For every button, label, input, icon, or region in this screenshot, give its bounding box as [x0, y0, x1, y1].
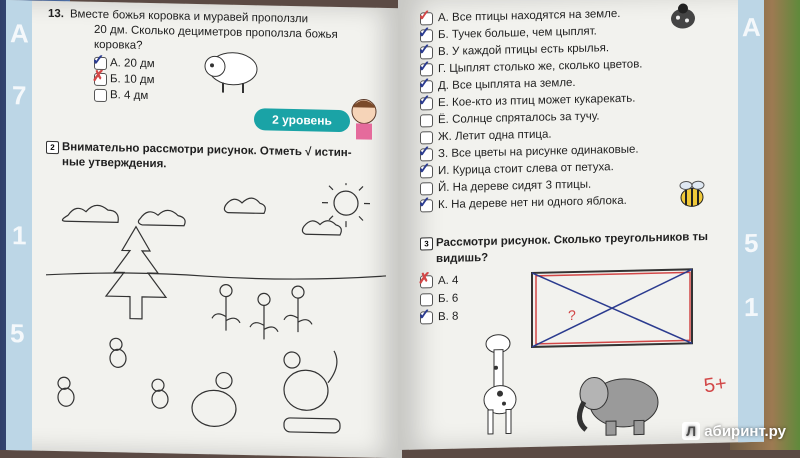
check-mark-icon: ✓: [418, 306, 431, 324]
hen-icon: [192, 372, 236, 427]
margin-digit: 5: [10, 318, 25, 349]
left-margin-strip: [6, 0, 32, 451]
margin-digit: 5: [744, 227, 759, 259]
cloud-icon: [224, 198, 265, 214]
statement-text: Б. Тучек больше, чем цыплят.: [438, 25, 597, 42]
task-3-text: Рассмотри рисунок. Сколько треугольников ты: [436, 230, 708, 250]
statement-text: К. На дереве нет ни одного яблока.: [438, 194, 627, 212]
chick-icon: [58, 377, 74, 406]
giraffe-illustration: [472, 327, 530, 438]
task-3-text: видишь?: [436, 251, 489, 266]
task-2-text: ные утверждения.: [62, 156, 167, 171]
check-mark-icon: ✓: [92, 51, 105, 70]
task-2-text: Внимательно рассмотри рисунок. Отметь √ истин-: [62, 141, 352, 160]
grade-mark: 5+: [702, 372, 729, 398]
answer-option: Б. 10 дм: [110, 73, 155, 87]
check-mark-icon: ✓: [418, 160, 431, 178]
task-number-box: 3: [420, 237, 433, 250]
statement-text: З. Все цветы на рисунке одинаковые.: [438, 143, 639, 161]
left-page: [6, 0, 402, 458]
right-margin-strip: [738, 0, 764, 442]
answer-checkbox[interactable]: [94, 89, 107, 102]
statement-text: И. Курица стоит слева от петуха.: [438, 161, 614, 178]
chick-icon: [152, 379, 168, 408]
task-number-box: 2: [46, 141, 59, 154]
margin-digit: 7: [12, 80, 27, 111]
sun-icon: [334, 191, 358, 216]
margin-digit: 1: [12, 220, 27, 251]
cloud-icon: [62, 205, 118, 223]
chick-icon: [110, 338, 126, 367]
bee-illustration: [674, 179, 710, 212]
statement-text: Е. Кое-кто из птиц может кукарекать.: [438, 92, 636, 110]
statement-text: Й. На дереве сидят 3 птицы.: [438, 178, 592, 195]
answer-option: В. 8: [438, 310, 459, 324]
check-mark-icon: ✓: [418, 143, 431, 161]
check-mark-icon: ✓: [418, 24, 431, 42]
check-mark-icon: ✓: [418, 58, 431, 76]
check-mark-icon: ✓: [418, 7, 431, 25]
sheep-illustration: [201, 44, 261, 95]
cloud-icon: [302, 220, 341, 235]
answer-option: А. 20 дм: [110, 57, 155, 71]
task-13-text: коровка?: [94, 38, 143, 52]
statement-text: Ё. Солнце спряталось за тучу.: [438, 110, 600, 127]
task-13-text: Вместе божья коровка и муравей проползли: [70, 8, 309, 26]
level-badge: 2 уровень: [254, 108, 350, 132]
statement-text: В. У каждой птицы есть крылья.: [438, 42, 610, 59]
cloud-icon: [138, 210, 185, 226]
check-mark-icon: ✓: [418, 41, 431, 59]
statement-text: Д. Все цыплята на земле.: [438, 76, 576, 93]
task-13-text: 20 дм. Сколько дециметров проползла божья: [94, 23, 338, 41]
watermark: [682, 422, 786, 440]
triangles-figure: [528, 265, 698, 353]
labirint-logo-icon: Л: [682, 422, 700, 440]
answer-option: А. 4: [438, 274, 459, 288]
answer-checkbox[interactable]: [420, 293, 433, 306]
watermark-text: абиринт.ру: [704, 423, 786, 440]
girl-illustration: [344, 93, 384, 144]
answer-option: Б. 6: [438, 292, 459, 306]
ladybug-illustration: [666, 1, 700, 32]
margin-digit: A: [10, 18, 29, 49]
margin-digit: 1: [744, 291, 759, 323]
rooster-icon: [284, 350, 340, 433]
flower-icon: [212, 284, 240, 331]
check-mark-icon: ✓: [418, 92, 431, 110]
flower-icon: [284, 286, 312, 333]
statement-checkbox[interactable]: [420, 114, 433, 127]
statement-text: А. Все птицы находятся на земле.: [438, 7, 621, 25]
task-13-number: 13.: [48, 7, 64, 21]
answer-option: В. 4 дм: [110, 89, 149, 102]
statement-text: Ж. Летит одна птица.: [438, 128, 552, 144]
cross-mark-icon: ✗: [418, 270, 431, 288]
scene-illustration: [46, 177, 386, 454]
statement-text: Г. Цыплят столько же, сколько цветов.: [438, 58, 643, 76]
check-mark-icon: ✓: [418, 75, 431, 93]
cross-mark-icon: ✗: [92, 67, 105, 86]
check-mark-icon: ✓: [418, 194, 431, 212]
flower-icon: [250, 293, 278, 340]
elephant-illustration: [572, 366, 664, 438]
svg-text:?: ?: [568, 306, 576, 324]
margin-digit: A: [742, 11, 761, 43]
